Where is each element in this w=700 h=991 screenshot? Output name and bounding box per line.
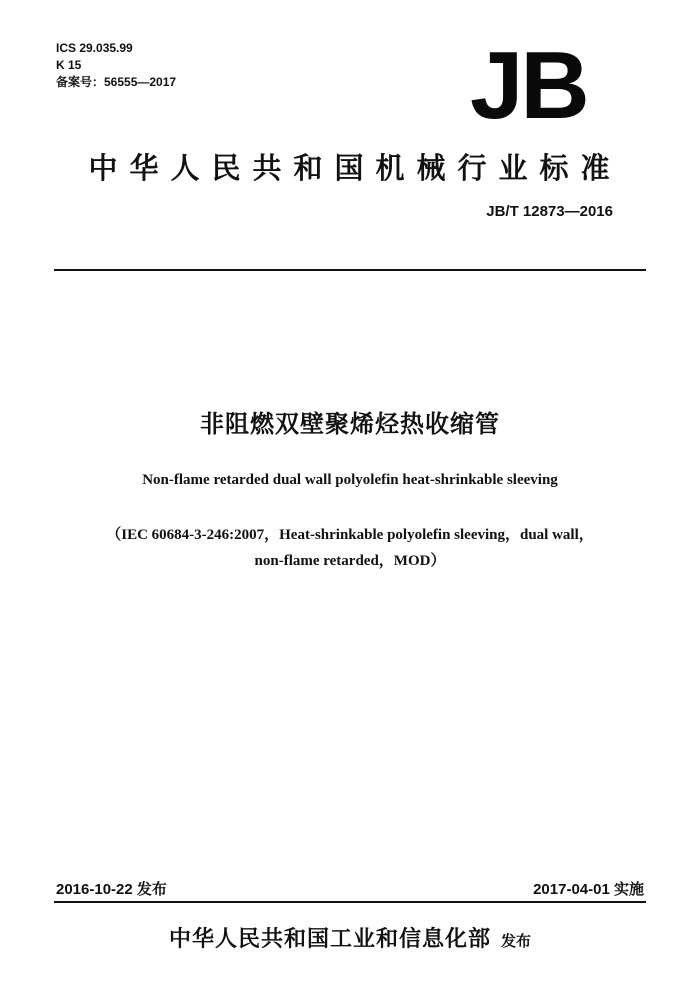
publisher-suffix: 发布 — [501, 932, 532, 950]
ccs-code: K 15 — [56, 58, 82, 72]
bottom-divider — [54, 901, 646, 903]
jb-logo: JB — [470, 32, 587, 139]
iec-reference-line-2: non-flame retarded，MOD） — [254, 553, 446, 569]
standard-number: JB/T 12873—2016 — [486, 203, 613, 220]
top-divider — [54, 269, 646, 271]
classification-block — [56, 40, 176, 91]
filing-number: 备案号：56555—2017 — [56, 75, 177, 89]
iec-reference-line-1: （IEC 60684-3-246:2007，Heat-shrinkable polyolefin sleeving，dual wall， — [106, 527, 594, 543]
effective-date: 2017-04-01 实施 — [533, 881, 644, 898]
standard-category-title: 中华人民共和国机械行业标准 — [88, 151, 622, 185]
issue-date: 2016-10-22 发布 — [56, 881, 167, 898]
ics-code: ICS 29.035.99 — [56, 41, 133, 55]
document-title-en: Non-flame retarded dual wall polyolefin heat-shrinkable sleeving — [142, 472, 558, 488]
document-title-cn: 非阻燃双壁聚烯烃热收缩管 — [200, 410, 500, 438]
iec-reference — [0, 522, 700, 574]
publisher-name: 中华人民共和国工业和信息化部 — [168, 927, 491, 952]
publisher-line — [0, 922, 700, 953]
